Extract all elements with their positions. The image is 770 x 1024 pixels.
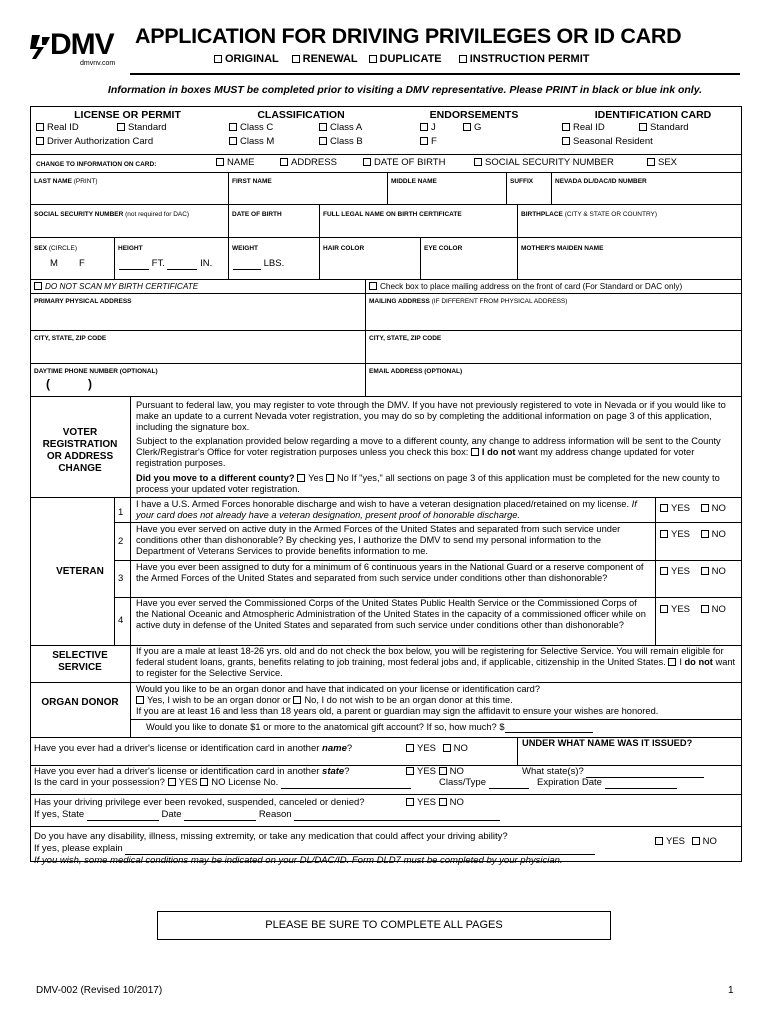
county-no-checkbox[interactable]: No bbox=[326, 473, 349, 483]
middle-name-field[interactable]: MIDDLE NAME bbox=[391, 178, 437, 185]
veteran-q3-yes-checkbox[interactable]: YES bbox=[660, 566, 690, 577]
revoked-question: Has your driving privilege ever been revoked, suspended, canceled or denied? bbox=[34, 797, 365, 808]
other-state-question: Have you ever had a driver's license or identification card in another state? bbox=[34, 766, 350, 777]
veteran-q2-yes-checkbox[interactable]: YES bbox=[660, 529, 690, 540]
expiration-date-field[interactable]: Expiration Date bbox=[537, 778, 677, 789]
birthplace-field[interactable]: BIRTHPLACE (CITY & STATE OR COUNTRY) bbox=[521, 211, 658, 218]
county-yes-checkbox[interactable]: Yes bbox=[297, 473, 323, 483]
other-name-no-checkbox[interactable]: NO bbox=[443, 743, 468, 754]
physical-city-field[interactable]: CITY, STATE, ZIP CODE bbox=[34, 335, 107, 342]
veteran-question-1: I have a U.S. Armed Forces honorable discharge and wish to have a veteran designation placed/retained on my license. If your card does not already have a veteran designation, present proof of honorable discharge. bbox=[136, 499, 637, 520]
dmv-logo bbox=[30, 30, 128, 70]
eye-color-field[interactable]: EYE COLOR bbox=[424, 245, 463, 252]
seasonal-resident-checkbox[interactable]: Seasonal Resident bbox=[562, 137, 653, 148]
phone-field[interactable]: ( ) bbox=[46, 377, 92, 391]
no-voter-update-checkbox[interactable] bbox=[471, 448, 479, 456]
classification-heading: CLASSIFICATION bbox=[257, 109, 345, 121]
sex-label: SEX (CIRCLE) bbox=[34, 245, 77, 252]
id-real-id-checkbox[interactable]: Real ID bbox=[562, 122, 605, 133]
change-info-label: CHANGE TO INFORMATION ON CARD: bbox=[36, 161, 157, 168]
instruction-permit-checkbox[interactable]: INSTRUCTION PERMIT bbox=[459, 53, 590, 65]
disability-question: Do you have any disability, illness, missing extremity, or take any medication that could affect your driving ability? bbox=[34, 831, 508, 842]
other-name-yes-checkbox[interactable]: YES bbox=[406, 743, 436, 754]
organ-donor-options bbox=[136, 695, 738, 706]
change-address-checkbox[interactable]: ADDRESS bbox=[280, 158, 337, 169]
organ-donor-minor-note: If you are at least 16 and less than 18 years old, a parent or guardian may sign the affidavit to ensure your wishes are honored. bbox=[136, 706, 659, 716]
application-type-options bbox=[214, 53, 590, 66]
organ-donor-question: Would you like to be an organ donor and have that indicated on your license or identification card? bbox=[136, 684, 540, 694]
other-state-yes-checkbox[interactable]: YES bbox=[406, 766, 436, 777]
duplicate-checkbox[interactable]: DUPLICATE bbox=[369, 53, 442, 65]
logo-text: DMV bbox=[50, 28, 114, 61]
sex-m-option[interactable]: M bbox=[50, 258, 58, 269]
selective-service-label: SELECTIVE SERVICE bbox=[52, 650, 108, 673]
no-scan-checkbox[interactable]: DO NOT SCAN MY BIRTH CERTIFICATE bbox=[34, 282, 198, 291]
organ-donor-label: ORGAN DONOR bbox=[41, 697, 119, 708]
change-ssn-checkbox[interactable]: SOCIAL SECURITY NUMBER bbox=[474, 158, 614, 169]
other-name-field[interactable]: UNDER WHAT NAME WAS IT ISSUED? bbox=[522, 738, 693, 748]
other-state-no-checkbox[interactable]: NO bbox=[439, 766, 464, 777]
ssn-field[interactable]: SOCIAL SECURITY NUMBER (not required for DAC) bbox=[34, 211, 190, 218]
veteran-question-2: Have you ever served on active duty in the Armed Forces of the United States and separated from such service under conditions other than dishonorable? By checking yes, I authorize the DMV to send my personal information to the Department of Veterans Services to provide benefits information to me. bbox=[136, 524, 621, 556]
veteran-q4-yes-checkbox[interactable]: YES bbox=[660, 604, 690, 615]
renewal-checkbox[interactable]: RENEWAL bbox=[292, 53, 358, 65]
veteran-question-3: Have you ever been assigned to duty for a minimum of 6 continuous years in the National Guard or a reserve component of the Armed Forces of the United States and separated from such service under conditions other than dishonorable? bbox=[136, 562, 644, 583]
mailing-city-field[interactable]: CITY, STATE, ZIP CODE bbox=[369, 335, 442, 342]
height-field[interactable]: FT. IN. bbox=[119, 259, 212, 270]
card-possession-question: Is the card in your possession? YES NO License No. bbox=[34, 778, 411, 789]
class-b-checkbox[interactable]: Class B bbox=[319, 137, 363, 148]
id-standard-checkbox[interactable]: Standard bbox=[639, 123, 689, 134]
change-dob-checkbox[interactable]: DATE OF BIRTH bbox=[363, 158, 445, 169]
mailing-address-field[interactable]: MAILING ADDRESS (IF DIFFERENT FROM PHYSICAL ADDRESS) bbox=[369, 298, 568, 305]
possession-no-checkbox[interactable]: NO bbox=[200, 777, 225, 788]
form-number: DMV-002 (Revised 10/2017) bbox=[36, 985, 163, 996]
height-label: HEIGHT bbox=[118, 245, 143, 252]
organ-yes-checkbox[interactable]: Yes, I wish to be an organ donor or bbox=[136, 695, 291, 705]
hair-color-field[interactable]: HAIR COLOR bbox=[323, 245, 365, 252]
driver-authorization-checkbox[interactable]: Driver Authorization Card bbox=[36, 137, 153, 148]
voter-paragraph-1: Pursuant to federal law, you may register to vote through the DMV. If you have not previously registered to vote in Nevada or if you would like to make an update to a current Nevada voter registration, you may do so by completing the additional information on page 3 of this application, including the signature box. bbox=[136, 400, 726, 432]
endorsement-j-checkbox[interactable]: J bbox=[420, 122, 436, 133]
complete-all-pages-banner: PLEASE BE SURE TO COMPLETE ALL PAGES bbox=[157, 911, 611, 940]
revoked-yes-checkbox[interactable]: YES bbox=[406, 797, 436, 808]
logo-subtext: dmvnv.com bbox=[80, 60, 116, 67]
class-a-checkbox[interactable]: Class A bbox=[319, 123, 362, 134]
license-permit-heading: LICENSE OR PERMIT bbox=[74, 109, 181, 121]
revoked-reason-field[interactable]: Reason bbox=[259, 809, 500, 820]
class-c-checkbox[interactable]: Class C bbox=[229, 122, 273, 133]
veteran-q4-number: 4 bbox=[118, 615, 124, 626]
page-number: 1 bbox=[728, 985, 734, 996]
veteran-q1-number: 1 bbox=[118, 507, 124, 518]
class-type-field[interactable]: Class/Type bbox=[439, 778, 529, 789]
endorsement-g-checkbox[interactable]: G bbox=[463, 123, 481, 134]
identification-card-heading: IDENTIFICATION CARD bbox=[594, 109, 712, 121]
selective-service-text: If you are a male at least 18-26 yrs. old and do not check the box below, you will be registering for Selective Service. You will remain eligible for federal student loans, grants, benefits relating to job training, most federal jobs and, if applicable, citizenship in the United States. I do not want to register for the Selective Service. bbox=[136, 646, 736, 678]
disability-no-checkbox[interactable]: NO bbox=[692, 836, 717, 847]
endorsements-heading: ENDORSEMENTS bbox=[429, 109, 519, 121]
disability-yes-checkbox[interactable]: YES bbox=[655, 836, 685, 847]
dob-field[interactable]: DATE OF BIRTH bbox=[232, 211, 282, 218]
change-name-checkbox[interactable]: NAME bbox=[216, 157, 254, 168]
license-standard-checkbox[interactable]: Standard bbox=[117, 123, 167, 134]
other-name-question: Have you ever had a driver's license or identification card in another name? bbox=[34, 743, 353, 754]
veteran-q2-number: 2 bbox=[118, 536, 124, 547]
first-name-field[interactable]: FIRST NAME bbox=[232, 178, 272, 185]
instructions: Information in boxes MUST be completed prior to visiting a DMV representative. Please PRINT in black or blue ink only. bbox=[107, 84, 703, 96]
veteran-question-4: Have you ever served the Commissioned Corps of the United States Public Health Service or the Commissioned Corps of the National Oceanic and Atmospheric Administration of the United States in the capacity of a commissioned officer while on active duty in defense of the United States and separated from such service under conditions other than dishonorable? bbox=[136, 598, 646, 630]
license-no-field[interactable]: License No. bbox=[228, 777, 411, 788]
no-selective-service-checkbox[interactable]: I bbox=[668, 657, 682, 667]
weight-field[interactable]: LBS. bbox=[233, 259, 284, 270]
revoked-state-field[interactable]: If yes, State bbox=[34, 809, 159, 820]
mailing-on-card-checkbox[interactable]: Check box to place mailing address on the front of card (For Standard or DAC only) bbox=[369, 282, 682, 291]
license-real-id-checkbox[interactable]: Real ID bbox=[36, 122, 79, 133]
revoked-date-field[interactable]: Date bbox=[161, 809, 256, 820]
disability-explain-field[interactable]: If yes, please explain bbox=[34, 844, 595, 855]
veteran-label: VETERAN bbox=[56, 566, 104, 577]
organ-no-checkbox[interactable]: No, I do not wish to be an organ donor at this time. bbox=[293, 695, 512, 705]
email-field[interactable]: EMAIL ADDRESS (OPTIONAL) bbox=[369, 368, 463, 375]
endorsement-f-checkbox[interactable]: F bbox=[420, 137, 437, 148]
possession-yes-checkbox[interactable]: YES bbox=[168, 777, 198, 788]
revoked-details bbox=[34, 810, 500, 821]
maiden-name-field[interactable]: MOTHER'S MAIDEN NAME bbox=[521, 245, 604, 252]
veteran-q2-no-checkbox[interactable]: NO bbox=[701, 529, 726, 540]
weight-label: WEIGHT bbox=[232, 245, 258, 252]
form-title: APPLICATION FOR DRIVING PRIVILEGES OR ID CARD bbox=[135, 24, 682, 48]
original-checkbox[interactable]: ORIGINAL bbox=[214, 53, 279, 65]
phone-label: DAYTIME PHONE NUMBER (OPTIONAL) bbox=[34, 368, 158, 375]
revoked-no-checkbox[interactable]: NO bbox=[439, 797, 464, 808]
dl-number-field[interactable]: NEVADA DL/DAC/ID NUMBER bbox=[555, 178, 647, 185]
voter-registration-label: VOTER REGISTRATION OR ADDRESS CHANGE bbox=[42, 427, 118, 474]
dmv-logo-mark-icon bbox=[30, 33, 52, 61]
class-m-checkbox[interactable]: Class M bbox=[229, 136, 274, 147]
veteran-q1-yes-checkbox[interactable]: YES bbox=[660, 503, 690, 514]
veteran-q3-number: 3 bbox=[118, 573, 124, 584]
veteran-q3-no-checkbox[interactable]: NO bbox=[701, 566, 726, 577]
veteran-q1-no-checkbox[interactable]: NO bbox=[701, 503, 726, 514]
veteran-q4-no-checkbox[interactable]: NO bbox=[701, 604, 726, 615]
change-sex-checkbox[interactable]: SEX bbox=[647, 158, 677, 169]
states-field[interactable]: What state(s)? bbox=[522, 767, 704, 778]
last-name-field[interactable]: LAST NAME (PRINT) bbox=[34, 178, 98, 185]
donation-field[interactable]: Would you like to donate $1 or more to the anatomical gift account? If so, how much? $ bbox=[146, 722, 593, 733]
suffix-field[interactable]: SUFFIX bbox=[510, 178, 534, 185]
legal-name-field[interactable]: FULL LEGAL NAME ON BIRTH CERTIFICATE bbox=[323, 211, 462, 218]
medical-conditions-note: If you wish, some medical conditions may be indicated on your DL/DAC/ID. Form DLD7 must be completed by your physician. bbox=[34, 855, 563, 866]
voter-paragraph-2: Subject to the explanation provided below regarding a move to a different county, any change to address information will be sent to the County Clerk/Registrar's Office for voter registration purposes unless you check this box: I do not want my address change updated for voter registration purposes. bbox=[136, 436, 721, 468]
sex-f-option[interactable]: F bbox=[79, 258, 85, 269]
county-move-question: Did you move to a different county? Yes No If "yes," all sections on page 3 of this application must be completed for the new county to process your updated voter registration. bbox=[136, 473, 720, 494]
physical-address-field[interactable]: PRIMARY PHYSICAL ADDRESS bbox=[34, 298, 132, 305]
